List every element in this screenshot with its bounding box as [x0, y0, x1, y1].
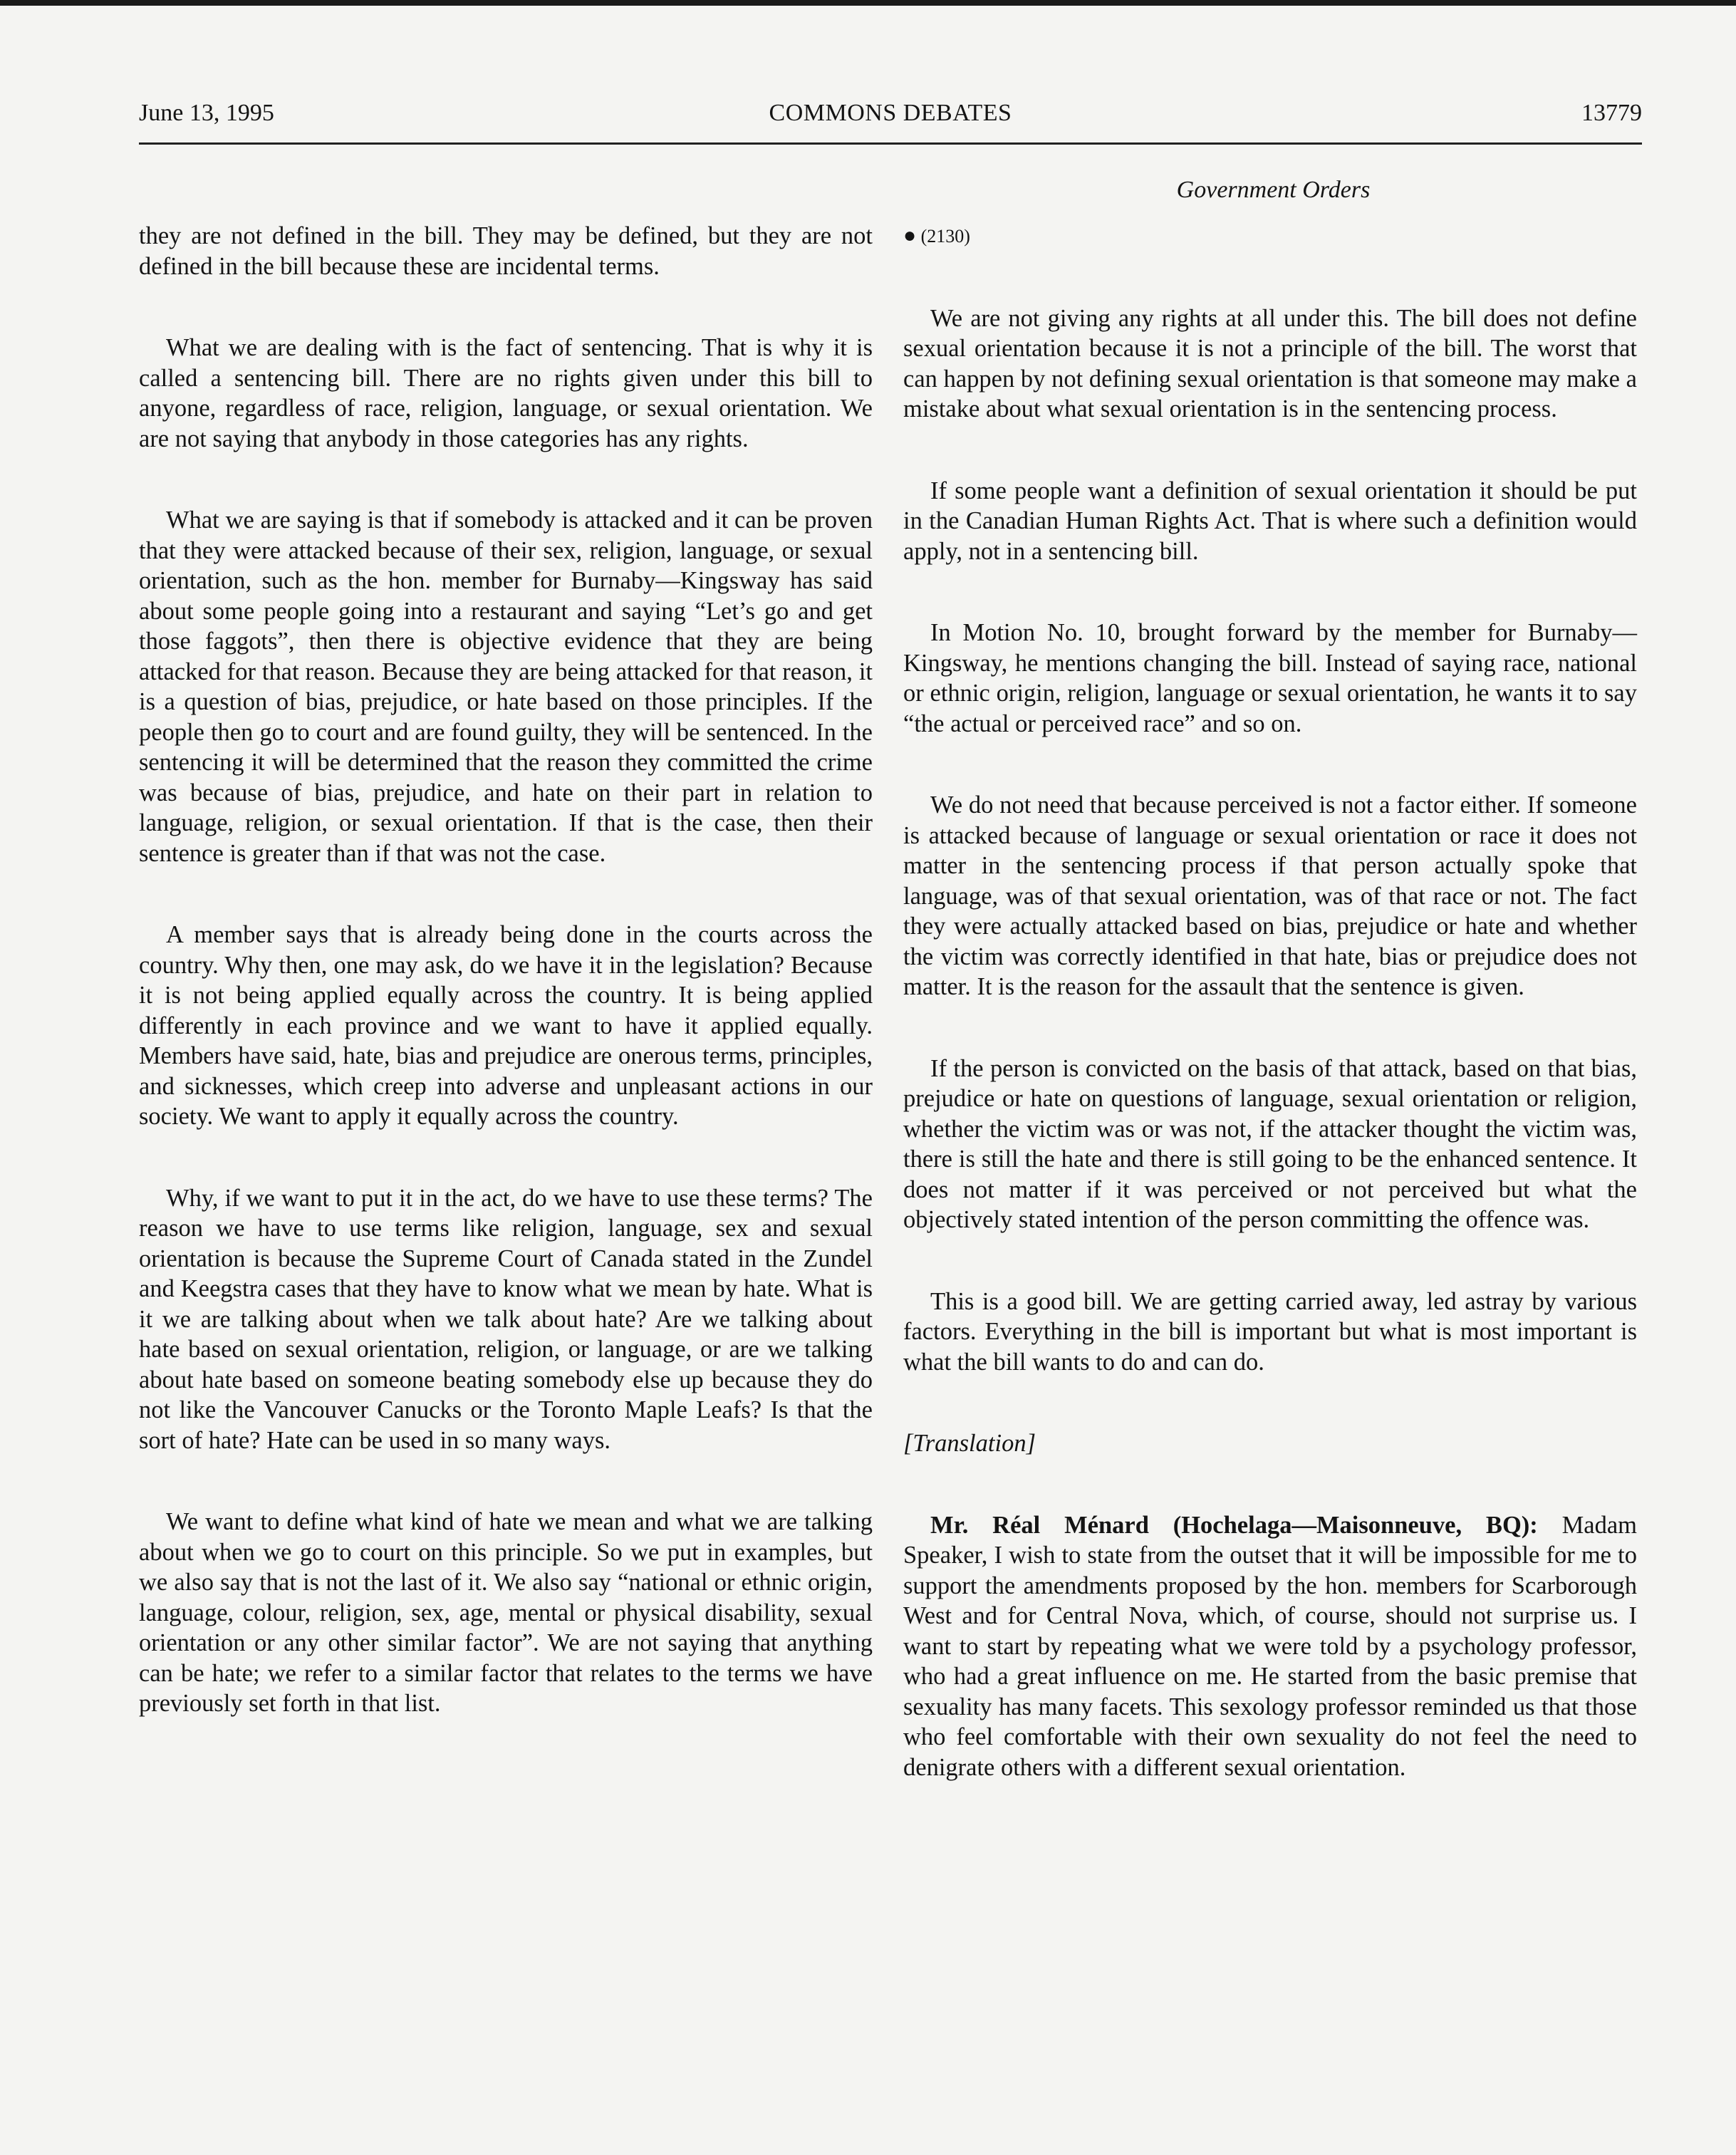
speech-paragraph	[903, 1510, 1637, 1783]
time-stamp: (2130)	[920, 226, 970, 246]
translation-tag: [Translation]	[903, 1430, 1036, 1457]
speaker-name: Mr. Réal Ménard (Hochelaga—Maisonneuve, BQ):	[930, 1511, 1538, 1539]
scan-top-edge	[0, 0, 1736, 6]
header-rule	[139, 142, 1642, 145]
right-column	[903, 221, 1637, 1834]
header-title: COMMONS DEBATES	[769, 100, 1012, 126]
bullet-icon: ●	[903, 224, 917, 247]
paragraph: We are not giving any rights at all under this. The bill does not define sexual orientation because it is not a principle of the bill. The worst that can happen by not defining sexual orientation is that someone may make a mistake about what sexual orientation is in the sentencing process.	[903, 304, 1637, 422]
page-header	[139, 100, 1642, 135]
header-date: June 13, 1995	[139, 100, 274, 126]
paragraph: If some people want a definition of sexual orientation it should be put in the Canadian Human Rights Act. That is where such a definition would apply, not in a sentencing bill.	[903, 477, 1637, 565]
paragraph: We do not need that because perceived is not a factor either. If someone is attacked because of language or sexual orientation or race it does not matter in the sentencing process if that person actually spoke that language, was of that sexual orientation, was of that race or not. The fact they were actually attacked based on bias, prejudice or hate and whether the victim was correctly identified in that hate, bias or prejudice does not matter. It is the reason for the assault that the sentence is given.	[903, 791, 1637, 1000]
left-column	[139, 221, 873, 1770]
speech-text: Madam Speaker, I wish to state from the outset that it will be impossible for me to support the amendments proposed by the hon. members for Scarborough West and for Central Nova, which, of course, should not surprise us. I want to start by repeating what we were told by a psychology professor, who had a great influence on me. He started from the basic premise that sexuality has many facets. This sexology professor reminded us that those who feel comfortable with their own sexuality do not feel the need to denigrate others with a different sexual orientation.	[903, 1511, 1637, 1781]
paragraph: Why, if we want to put it in the act, do we have to use these terms? The reason we have to use terms like religion, language, sex and sexual orientation is because the Supreme Court of Canada stated in the Zundel and Keegstra cases that they have to know what we mean by hate. What is it we are talking about when we talk about hate? Are we talking about hate based on sexual orientation, religion, or language, or are we talking about hate based on someone beating somebody else up because they do not like the Vancouver Canucks or the Toronto Maple Leafs? Is that the sort of hate? Hate can be used in so many ways.	[139, 1184, 873, 1454]
paragraph: What we are dealing with is the fact of sentencing. That is why it is called a sentencing bill. There are no rights given under this bill to anyone, regardless of race, religion, language, or sexual orientation. We are not saying that anybody in those categories has any rights.	[139, 334, 873, 452]
time-marker	[903, 221, 1637, 252]
section-heading: Government Orders	[1176, 177, 1371, 203]
paragraph: A member says that is already being done in the courts across the country. Why then, one may ask, do we have it in the legislation? Because it is not being applied equally across the country. It is being applied differently in each province and we want to have it applied equally. Members have said, hate, bias and prejudice are onerous terms, principles, and sicknesses, which creep into adverse and unpleasant actions in our society. We want to apply it equally across the country.	[139, 921, 873, 1130]
paragraph: they are not defined in the bill. They may be defined, but they are not defined in the bill because these are incidental terms.	[139, 222, 873, 280]
paragraph: We want to define what kind of hate we mean and what we are talking about when we go to court on this principle. So we put in examples, but we also say that is not the last of it. We also say “national or ethnic origin, language, colour, religion, sex, age, mental or physical disability, sexual orientation or any other similar factor”. We are not saying that anything can be hate; we refer to a similar factor that relates to the terms we have previously set forth in that list.	[139, 1508, 873, 1717]
paragraph: In Motion No. 10, brought forward by the member for Burnaby—Kingsway, he mentions changing the bill. Instead of saying race, national or ethnic origin, religion, language or sexual orientation, he wants it to say “the actual or perceived race” and so on.	[903, 619, 1637, 737]
paragraph: What we are saying is that if somebody is attacked and it can be proven that they were attacked because of their sex, religion, language, or sexual orientation, such as the hon. member for Burnaby—Kingsway has said about some people going into a restaurant and saying “Let’s go and get those faggots”, then there is objective evidence that they are being attacked for that reason. Because they are being attacked for that reason, it is a question of bias, prejudice, or hate based on those principles. If the people then go to court and are found guilty, they will be sentenced. In the sentencing it will be determined that the reason they committed the crime was because of bias, prejudice, and hate on their part in relation to language, religion, or sexual orientation. If that is the case, then their sentence is greater than if that was not the case.	[139, 507, 873, 867]
header-page-number: 13779	[1581, 100, 1642, 126]
paragraph: This is a good bill. We are getting carried away, led astray by various factors. Everything in the bill is important but what is most important is what the bill wants to do and can do.	[903, 1287, 1637, 1376]
paragraph: If the person is convicted on the basis of that attack, based on that bias, prejudice or hate on questions of language, sexual orientation or religion, whether the victim was or was not, if the attacker thought the victim was, there is still the hate and there is still going to be the enhanced sentence. It does not matter if it was perceived or not perceived but what the objectively stated intention of the person committing the offence was.	[903, 1054, 1637, 1233]
